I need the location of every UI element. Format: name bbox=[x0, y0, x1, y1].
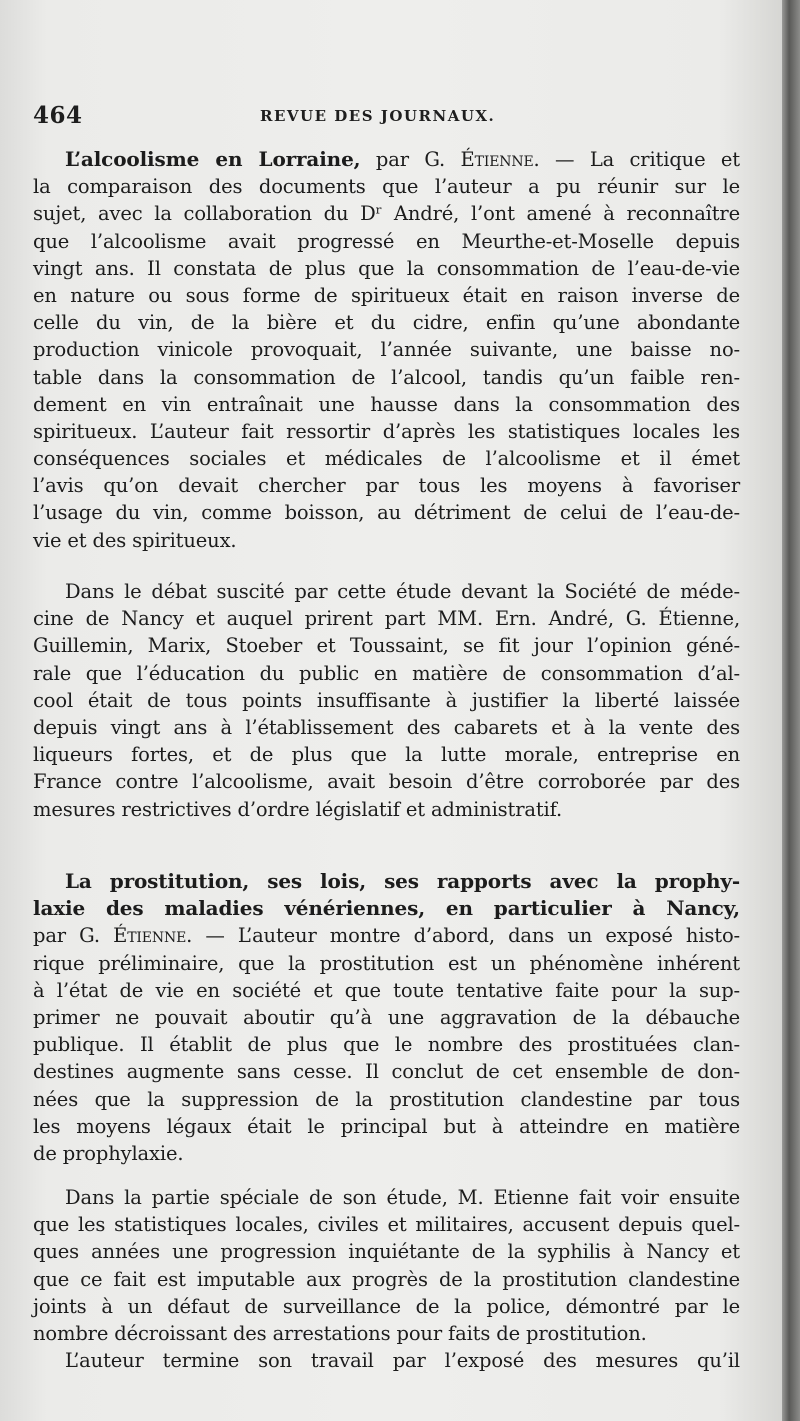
text-line: production vinicole provoquait, l’année suivante, une baisse no- bbox=[33, 338, 740, 362]
page-header bbox=[33, 102, 733, 132]
text-line: de prophylaxie. bbox=[33, 1141, 184, 1165]
text-line: que les statistiques locales, civiles et militaires, accusent depuis quel- bbox=[33, 1213, 740, 1237]
text-line: vie et des spiritueux. bbox=[33, 528, 237, 552]
text-line: en nature ou sous forme de spiritueux était en raison inverse de bbox=[33, 283, 740, 307]
text-line: cool était de tous points insuffisante à justifier la liberté laissée bbox=[33, 688, 740, 712]
text-line bbox=[33, 146, 740, 173]
page-number: 464 bbox=[33, 102, 83, 129]
text-fragment: — L’auteur montre d’abord, dans un exposé histo- bbox=[205, 924, 740, 948]
text-line: depuis vingt ans à l’établissement des cabarets et à la vente des bbox=[33, 715, 740, 739]
text-line: Dans le débat suscité par cette étude devant la Société de méde- bbox=[65, 580, 740, 603]
text-line: cine de Nancy et auquel prirent part MM. Ern. André, G. Étienne, bbox=[33, 607, 740, 631]
text-line: Guillemin, Marix, Stoeber et Toussaint, se fit jour l’opinion géné- bbox=[33, 634, 740, 658]
text-line: mesures restrictives d’ordre législatif et administratif. bbox=[33, 797, 563, 821]
text-line: la comparaison des documents que l’auteur a pu réunir sur le bbox=[33, 175, 740, 199]
text-line: que ce fait est imputable aux progrès de la prostitution clandestine bbox=[33, 1267, 740, 1291]
text-line: l’usage du vin, comme boisson, au détriment de celui de l’eau-de- bbox=[33, 501, 740, 525]
text-line: à l’état de vie en société et que toute tentative faite pour la sup- bbox=[33, 978, 740, 1002]
byline-prefix: par G. bbox=[375, 148, 446, 171]
author-name: Étienne. bbox=[460, 148, 540, 171]
text-line: nées que la suppression de la prostitution clandestine par tous bbox=[33, 1087, 740, 1111]
text-line: publique. Il établit de plus que le nombre des prostituées clan- bbox=[33, 1033, 740, 1057]
article-alcoolisme-paragraph-1 bbox=[33, 146, 740, 554]
text-line: liqueurs fortes, et de plus que la lutte morale, entreprise en bbox=[33, 743, 740, 767]
article-title-line-1: La prostitution, ses lois, ses rapports avec la prophy- bbox=[65, 869, 740, 893]
text-line: table dans la consommation de l’alcool, tandis qu’un faible ren- bbox=[33, 365, 740, 389]
article-prostitution-paragraph-2 bbox=[33, 1184, 740, 1374]
article-title-line-2: laxie des maladies vénériennes, en particulier à Nancy, bbox=[33, 896, 740, 921]
text-line: joints à un défaut de surveillance de la police, démontré par le bbox=[33, 1294, 740, 1318]
text-line: spiritueux. L’auteur fait ressortir d’après les statistiques locales les bbox=[33, 419, 740, 443]
book-binding-edge bbox=[782, 0, 800, 1421]
byline-prefix: par G. bbox=[33, 924, 100, 948]
text-line: sujet, avec la collaboration du Dʳ André, l’ont amené à reconnaître bbox=[33, 202, 740, 226]
text-line: France contre l’alcoolisme, avait besoin d’être corroborée par des bbox=[33, 770, 740, 794]
text-line: nombre décroissant des arrestations pour faits de prostitution. bbox=[33, 1321, 647, 1345]
text-line: L’auteur termine son travail par l’exposé des mesures qu’il bbox=[65, 1349, 740, 1373]
text-line bbox=[33, 922, 740, 949]
text-line: vingt ans. Il constata de plus que la consommation de l’eau-de-vie bbox=[33, 256, 740, 280]
text-line: destines augmente sans cesse. Il conclut de cet ensemble de don- bbox=[33, 1060, 740, 1084]
text-line: conséquences sociales et médicales de l’alcoolisme et il émet bbox=[33, 447, 740, 471]
text-line: dement en vin entraînait une hausse dans la consommation des bbox=[33, 392, 740, 416]
text-line: les moyens légaux était le principal but à atteindre en matière bbox=[33, 1114, 740, 1138]
text-fragment: — La critique et bbox=[555, 148, 740, 171]
text-line: Dans la partie spéciale de son étude, M. Etienne fait voir ensuite bbox=[65, 1186, 740, 1209]
text-line: rale que l’éducation du public en matière de consommation d’al- bbox=[33, 661, 740, 685]
text-line: ques années une progression inquiétante de la syphilis à Nancy et bbox=[33, 1240, 740, 1264]
article-prostitution-paragraph-1 bbox=[33, 868, 740, 1167]
text-line: que l’alcoolisme avait progressé en Meurthe-et-Moselle depuis bbox=[33, 229, 740, 253]
article-alcoolisme-paragraph-2 bbox=[33, 578, 740, 823]
text-line: rique préliminaire, que la prostitution est un phénomène inhérent bbox=[33, 951, 740, 975]
text-line: l’avis qu’on devait chercher par tous les moyens à favoriser bbox=[33, 474, 740, 498]
running-head: REVUE DES JOURNAUX. bbox=[260, 107, 496, 125]
article-title: L’alcoolisme en Lorraine, bbox=[65, 147, 361, 171]
text-line: primer ne pouvait aboutir qu’à une aggravation de la débauche bbox=[33, 1005, 740, 1029]
author-name: Étienne. bbox=[113, 924, 193, 948]
text-line: celle du vin, de la bière et du cidre, enfin qu’une abondante bbox=[33, 311, 740, 335]
